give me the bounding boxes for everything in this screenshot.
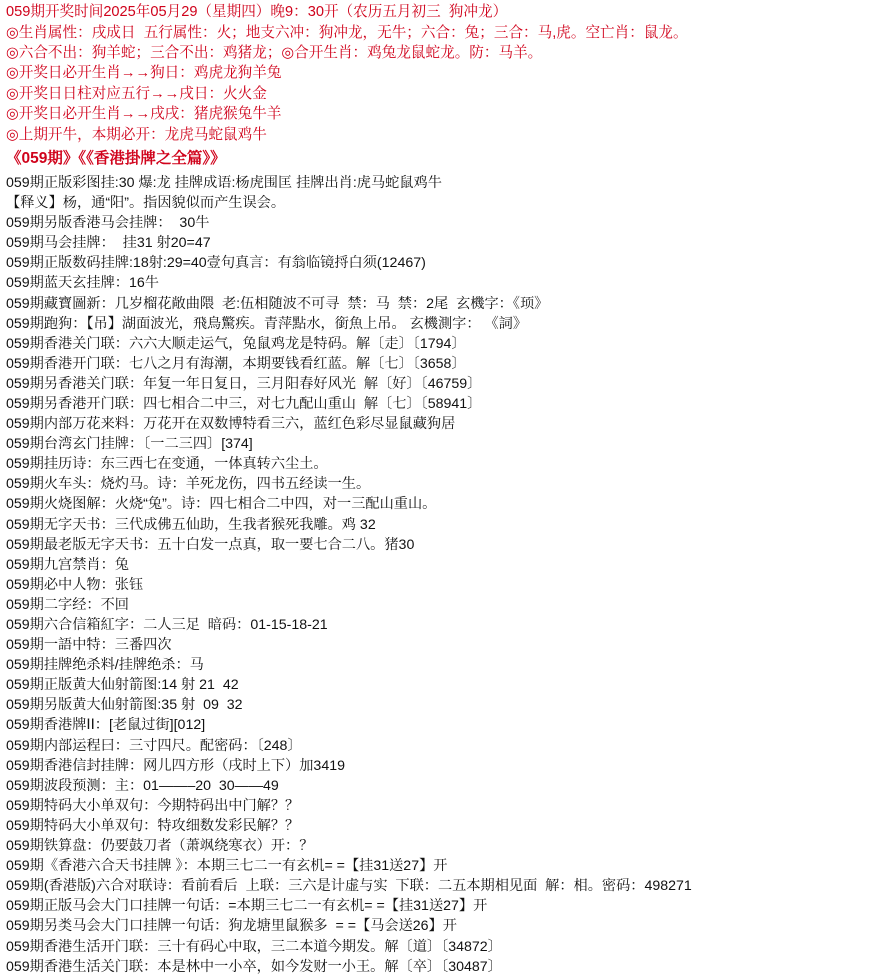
content-line-15: 059期火车头：烧灼马。诗：羊死龙伤，四书五经读一生。 [6, 476, 371, 493]
content-line-21: 059期二字经：不回 [6, 596, 129, 613]
content-line-28: 059期内部运程曰：三寸四尺。配密码：〔248〕 [6, 737, 302, 754]
content-line-14: 059期挂历诗：东三西七在变通，一体真转六尘土。 [6, 456, 328, 473]
content-line-38: 059期香港生活开门联：三十有码心中取，三二本道今期发。解〔道〕〔34872〕 [6, 938, 502, 955]
content-block [6, 173, 885, 977]
header-row-2: ◎开奖日必开生肖→→狗日：鸡虎龙狗羊兔 [6, 65, 282, 82]
content-line-5: 059期蓝天玄挂牌：16牛 [6, 275, 159, 292]
content-line-3: 059期马会挂牌： 挂31 射20=47 [6, 235, 211, 252]
header-row-0: ◎生肖属性：戌成日 五行属性：火；地支六冲：狗冲龙，无牛；六合：兔；三合：马,虎。空亡肖：鼠龙。 [6, 24, 688, 41]
content-line-33: 059期铁算盘：仍要鼓刀者（萧飒绕寒衣）开：？ [6, 838, 314, 855]
content-line-19: 059期九宫禁肖：兔 [6, 556, 129, 573]
content-line-31: 059期特码大小单双句：今期特码出中门解？？ [6, 797, 300, 814]
content-line-1: 【释义】杨，通“阳”。指因貌似而产生误会。 [6, 195, 286, 212]
content-line-36: 059期正版马会大门口挂牌一句话：=本期三七二一有玄机= =【挂31送27】开 [6, 898, 488, 915]
header-row-1: ◎六合不出：狗羊蛇；三合不出：鸡猪龙；◎合开生肖：鸡兔龙鼠蛇龙。防：马羊。 [6, 44, 543, 61]
header-row-3: ◎开奖日日柱对应五行→→戌日：火火金 [6, 85, 267, 102]
content-line-29: 059期香港信封挂牌：网儿四方形（戌时上下）加3419 [6, 757, 345, 774]
content-line-27: 059期香港牌ⅠⅠ：[老鼠过街][012] [6, 717, 206, 734]
content-line-35: 059期(香港版)六合对联诗：看前看后 上联：三六是计虚与实 下联：二五本期相见面 解：相。密码：498271 [6, 878, 692, 895]
content-line-12: 059期内部万花来料：万花开在双数博特看三六，蓝红色彩尽显鼠藏狗居 [6, 416, 456, 433]
content-line-7: 059期跑狗：【吊】湖面波光，飛鳥驚疾。青萍點水，銜魚上吊。 玄機測字： 《詞》 [6, 315, 528, 332]
header-block [6, 2, 885, 173]
header-row-4: ◎开奖日必开生肖→→戌戌：猪虎猴兔牛羊 [6, 106, 282, 123]
content-line-2: 059期另版香港马会挂牌： 30牛 [6, 215, 210, 232]
header-row-5: ◎上期开牛，本期必开：龙虎马蛇鼠鸡牛 [6, 126, 267, 143]
content-line-0: 059期正版彩图挂:30 爆:龙 挂牌成语:杨虎围匡 挂牌出肖:虎马蛇鼠鸡牛 [6, 174, 442, 191]
content-line-17: 059期无字天书：三代成佛五仙助，生我者猴死我雕。鸡 32 [6, 516, 376, 533]
content-line-16: 059期火烧图解：火烧“兔”。诗：四七相合二中四，对一三配山重山。 [6, 496, 437, 513]
content-line-6: 059期藏寶圖新：几岁榴花敞曲隈 老:伍相随波不可寻 禁：马 禁：2尾 玄機字：《顼》 [6, 295, 549, 312]
content-line-23: 059期一語中特：三番四次 [6, 637, 172, 654]
content-line-32: 059期特码大小单双句：特攻细数发彩民解？？ [6, 817, 300, 834]
content-line-26: 059期另版黄大仙射箭图:35 射 09 32 [6, 697, 243, 714]
content-line-18: 059期最老版无字天书：五十白发一点真，取一要七合二八。猪30 [6, 536, 415, 553]
content-line-30: 059期波段预测：主：01——–20 30——49 [6, 777, 279, 794]
content-line-4: 059期正版数码挂牌:18射:29=40壹句真言：有翁临镜捋白须(12467) [6, 255, 426, 272]
content-line-9: 059期香港开门联：七八之月有海潮，本期要钱看红蓝。解〔七〕〔3658〕 [6, 355, 466, 372]
page-title: 《059期》《《香港掛牌之全篇》》 [6, 149, 226, 167]
content-line-22: 059期六合信箱紅字：二人三足 暗码：01-15-18-21 [6, 617, 328, 633]
content-line-37: 059期另类马会大门口挂牌一句话：狗龙塘里鼠猴多 = =【马会送26】开 [6, 918, 457, 935]
content-line-11: 059期另香港开门联：四七相合二中三，对七九配山重山 解〔七〕〔58941〕 [6, 395, 482, 412]
content-line-20: 059期必中人物：张钰 [6, 576, 144, 593]
content-line-34: 059期《香港六合天书挂牌 》：本期三七二一有玄机= =【挂31送27】开 [6, 858, 448, 875]
content-line-10: 059期另香港关门联：年复一年日复日，三月阳春好风光 解〔好〕〔46759〕 [6, 375, 482, 392]
draw-time-line: 059期开奖时间2025年05月29（星期四）晚9：30开（农历五月初三 狗冲龙） [6, 4, 508, 20]
content-line-8: 059期香港关门联：六六大顺走运气，兔鼠鸡龙是特码。解〔走〕〔1794〕 [6, 335, 466, 352]
content-line-25: 059期正版黄大仙射箭图:14 射 21 42 [6, 677, 239, 694]
content-line-39: 059期香港生活关门联：本是林中一小卒，如今发财一小王。解〔卒〕〔30487〕 [6, 958, 502, 975]
content-line-13: 059期台湾玄门挂牌：〔一二三四〕[374] [6, 436, 253, 453]
content-line-24: 059期挂牌绝杀料/挂牌绝杀：马 [6, 657, 204, 674]
